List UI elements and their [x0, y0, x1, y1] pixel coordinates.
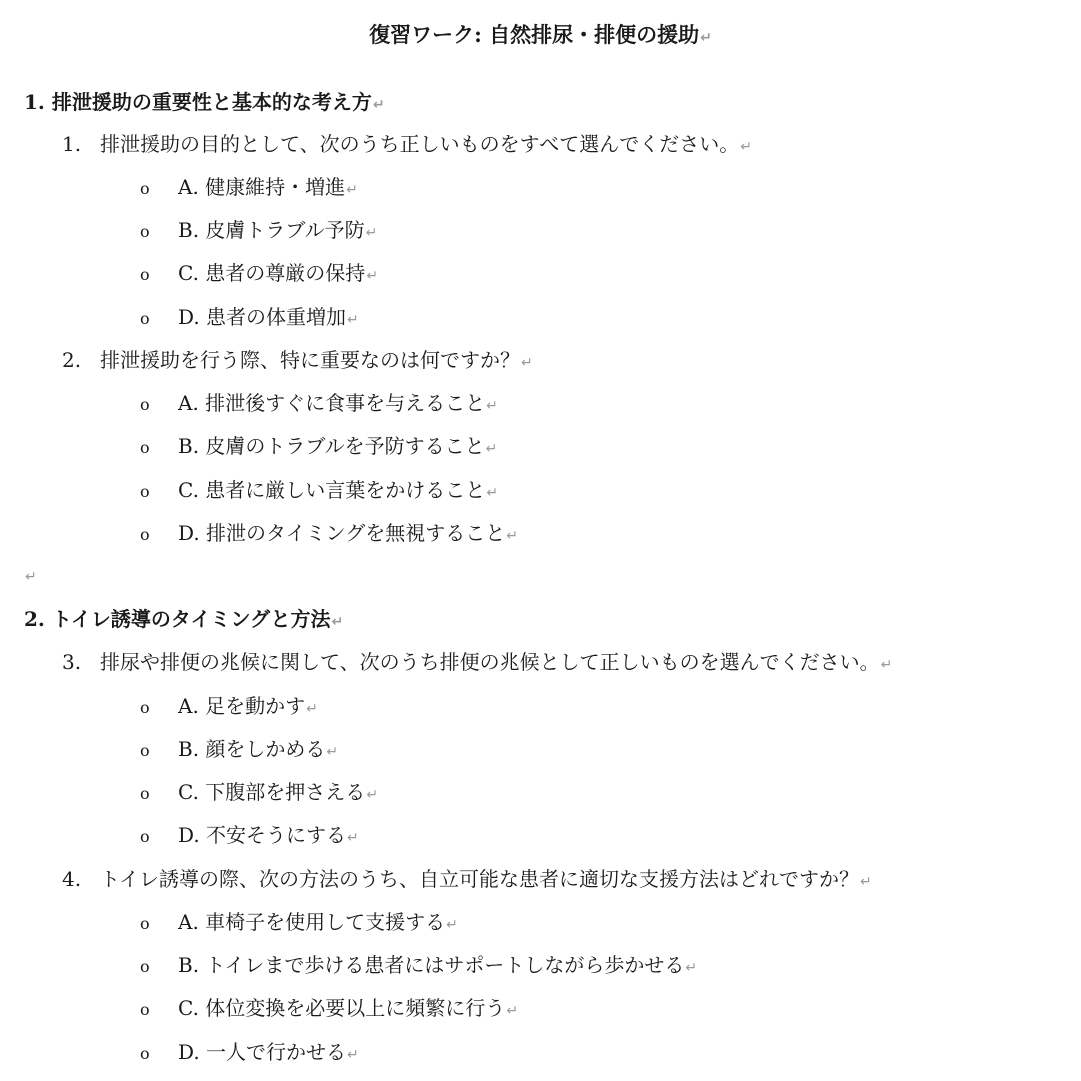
paragraph-mark-icon: ↵: [346, 182, 358, 198]
answer-option: [140, 474, 498, 509]
bullet-icon: o: [140, 395, 150, 414]
option-text: C. 下腹部を押さえる: [178, 780, 366, 804]
bullet-icon: o: [140, 698, 150, 717]
answer-option: [140, 1036, 359, 1071]
question-number: 3.: [62, 650, 82, 674]
paragraph-mark-icon: ↵: [685, 960, 698, 976]
question: [62, 344, 533, 379]
option-text: B. トイレまで歩ける患者にはサポートしながら歩かせる: [178, 953, 685, 977]
question-text: 排尿や排便の兆候に関して、次のうち排便の兆候として正しいものを選んでください。: [100, 650, 880, 674]
answer-option: [140, 733, 338, 768]
paragraph-mark-icon: ↵: [366, 268, 379, 284]
answer-option: [140, 776, 378, 811]
bullet-icon: o: [140, 784, 150, 803]
option-text: C. 患者に厳しい言葉をかけること: [178, 478, 486, 502]
option-text: D. 不安そうにする: [178, 823, 347, 847]
option-text: D. 排泄のタイミングを無視すること: [178, 521, 506, 545]
paragraph-mark-icon: ↵: [331, 614, 344, 630]
bullet-icon: o: [140, 827, 150, 846]
bullet-icon: o: [140, 179, 150, 198]
answer-option: [140, 992, 518, 1027]
question-number: 4.: [62, 867, 82, 891]
option-text: B. 皮膚のトラブルを予防すること: [178, 434, 485, 458]
paragraph-mark-icon: ↵: [700, 30, 712, 46]
option-text: A. 健康維持・増進: [178, 175, 346, 199]
answer-option: [140, 690, 318, 725]
paragraph-mark-icon: ↵: [506, 528, 518, 544]
bullet-icon: o: [140, 265, 150, 284]
bullet-icon: o: [140, 438, 150, 457]
paragraph-mark-icon: ↵: [372, 97, 385, 113]
option-text: B. 顔をしかめる: [178, 737, 326, 761]
answer-option: [140, 430, 497, 465]
bullet-icon: o: [140, 222, 150, 241]
section-heading-text: 1. 排泄援助の重要性と基本的な考え方: [24, 90, 372, 114]
section-heading: [24, 86, 385, 121]
question: [62, 863, 872, 898]
answer-option: [140, 949, 697, 984]
paragraph-mark-icon: ↵: [446, 917, 458, 933]
section-heading: [24, 603, 343, 638]
paragraph-mark-icon: ↵: [347, 1047, 359, 1063]
bullet-icon: o: [140, 957, 150, 976]
paragraph-mark-icon: ↵: [306, 701, 318, 717]
answer-option: [140, 387, 498, 422]
paragraph-mark-icon: ↵: [347, 312, 359, 328]
paragraph-mark-icon: ↵: [486, 485, 499, 501]
paragraph-mark-icon: ↵: [326, 744, 339, 760]
question-text: 排泄援助の目的として、次のうち正しいものをすべて選んでください。: [100, 132, 740, 156]
question-number: 2.: [62, 348, 82, 372]
answer-option: [140, 171, 358, 206]
bullet-icon: o: [140, 741, 150, 760]
paragraph-mark-icon: ↵: [25, 569, 37, 585]
bullet-icon: o: [140, 482, 150, 501]
bullet-icon: o: [140, 914, 150, 933]
option-text: B. 皮膚トラブル予防: [178, 218, 365, 242]
bullet-icon: o: [140, 1044, 150, 1063]
document-title: [0, 18, 1081, 55]
paragraph-mark-icon: ↵: [740, 139, 752, 155]
bullet-icon: o: [140, 309, 150, 328]
option-text: C. 体位変換を必要以上に頻繁に行う: [178, 996, 506, 1020]
bullet-icon: o: [140, 1000, 150, 1019]
paragraph-mark-icon: ↵: [485, 441, 498, 457]
answer-option: [140, 517, 518, 552]
paragraph-mark-icon: ↵: [347, 830, 359, 846]
empty-paragraph: [24, 560, 37, 593]
answer-option: [140, 906, 458, 941]
question: [62, 128, 752, 163]
bullet-icon: o: [140, 525, 150, 544]
answer-option: [140, 819, 359, 854]
option-text: D. 一人で行かせる: [178, 1040, 347, 1064]
question-text: トイレ誘導の際、次の方法のうち、自立可能な患者に適切な支援方法はどれですか？: [100, 867, 859, 891]
question-number: 1.: [62, 132, 82, 156]
answer-option: [140, 214, 377, 249]
option-text: C. 患者の尊厳の保持: [178, 261, 366, 285]
answer-option: [140, 301, 359, 336]
answer-option: [140, 257, 378, 292]
option-text: A. 車椅子を使用して支援する: [178, 910, 446, 934]
paragraph-mark-icon: ↵: [365, 225, 378, 241]
paragraph-mark-icon: ↵: [880, 657, 893, 673]
paragraph-mark-icon: ↵: [486, 398, 498, 414]
paragraph-mark-icon: ↵: [521, 355, 533, 371]
section-heading-text: 2. トイレ誘導のタイミングと方法: [24, 607, 331, 631]
paragraph-mark-icon: ↵: [860, 874, 872, 890]
question: [62, 646, 892, 681]
paragraph-mark-icon: ↵: [366, 787, 379, 803]
option-text: A. 足を動かす: [178, 694, 306, 718]
title-text: 復習ワーク: 自然排尿・排便の援助: [369, 22, 700, 47]
question-text: 排泄援助を行う際、特に重要なのは何ですか？: [100, 348, 520, 372]
paragraph-mark-icon: ↵: [506, 1003, 519, 1019]
option-text: D. 患者の体重増加: [178, 305, 347, 329]
option-text: A. 排泄後すぐに食事を与えること: [178, 391, 486, 415]
